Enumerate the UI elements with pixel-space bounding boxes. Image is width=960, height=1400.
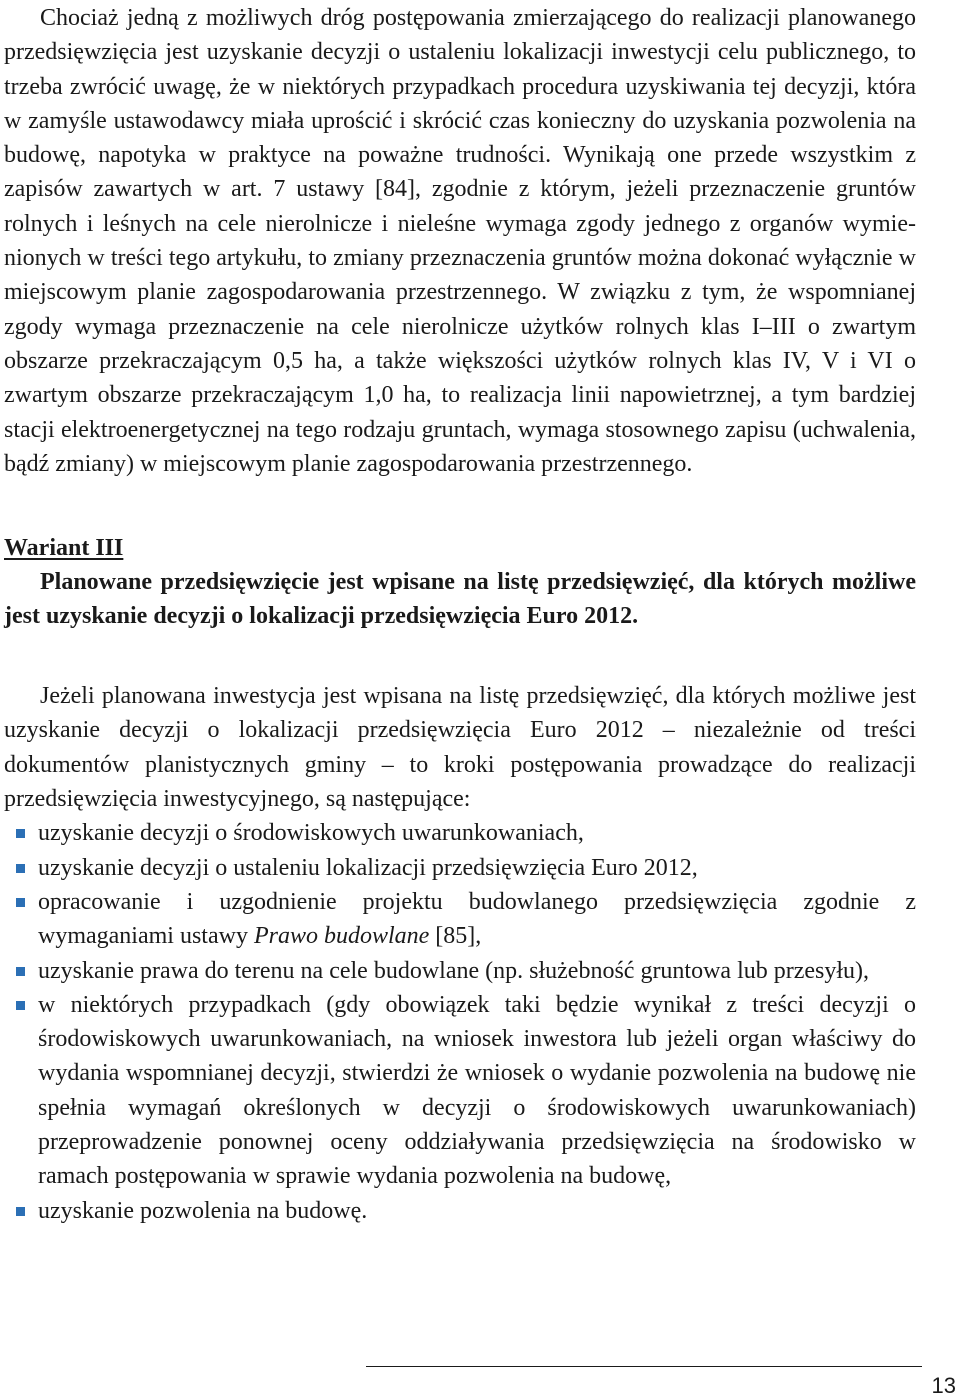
steps-intro-paragraph: Jeżeli planowana inwestycja jest wpisana na listę przedsięwzięć, dla których możliwe jest uzyskanie decyzji o lokalizacji przedsięwzięcia Euro 2012 – niezależnie od treści dokumentów planistycznych gminy – to kroki postępowania prowadzące do realizacji przedsięwzięcia inwestycyjnego, są następujące: [4,683,916,813]
list-item-text: uzyskanie prawa do terenu na cele budowlane (np. służebność gruntowa lub przesyłu), [38,957,870,984]
list-item-text: uzyskanie decyzji o środowiskowych uwarunkowaniach, [38,820,584,847]
square-bullet-icon [16,864,25,873]
document-page [4,0,916,1228]
square-bullet-icon [16,829,25,838]
section-title: Wariant III [4,535,124,562]
footer-rule [366,1366,922,1367]
square-bullet-icon [16,1001,25,1010]
page-number: 13 [931,1373,956,1398]
list-item-text: uzyskanie decyzji o ustaleniu lokalizacji przedsięwzięcia Euro 2012, [38,854,698,881]
section-subtitle: Planowane przedsięwzięcie jest wpisane na listę przedsięwzięć, dla których możliwe jest uzyskanie decyzji o lokalizacji przedsięwzięcia Euro 2012. [4,569,916,630]
square-bullet-icon [16,967,25,976]
list-item [4,816,916,850]
list-item [4,954,916,988]
list-item [4,885,916,954]
list-item-text: w niektórych przypadkach (gdy obowiązek taki będzie wynikał z treści decyzji o środowiskowych uwarunkowaniach, na wniosek inwestora lub jeżeli organ właściwy do wydania wspomnianej decyzji, stwierdzi że wniosek o wydanie pozwolenia na budowę nie spełnia wymagań określonych w decyzji o środowiskowych uwarunkowaniach) przeprowadzenie ponownej oceny oddziaływania przedsięwzięcia na środowisko w ramach postępowania w sprawie wydania pozwolenia na budowę, [38,991,916,1190]
square-bullet-icon [16,1207,25,1216]
list-item-text: uzyskanie pozwolenia na budowę. [38,1197,368,1224]
intro-paragraph: Chociaż jedną z możliwych dróg postępowania zmierzającego do realizacji planowanego przedsięwzięcia jest uzyskanie decyzji o ustaleniu lokalizacji inwestycji celu publicznego, to trzeba zwrócić uwagę, że w niektórych przypadkach procedura uzyskiwania tej decyzji, która w zamyśle ustawodawcy miała uprościć i skrócić czas konieczny do uzyskania pozwolenia na budowę, napotyka w praktyce na poważne trudności. Wynikają one przede wszystkim z zapisów zawartych w art. 7 ustawy [84], zgodnie z którym, jeżeli przeznaczenie gruntów rolnych i leśnych na cele nierolnicze i nieleśne wymaga zgody jednego z organów wymienionych w treści tego artykułu, to zmiany przeznaczenia gruntów można dokonać wyłącznie w miejscowym planie zagospodarowania przestrzennego. W związku z tym, że wspomnianej zgody wymaga przeznaczenie na cele nierolnicze użytków rolnych klas I–III o zwartym obszarze przekraczającym 0,5 ha, a także większości użytków rolnych klas IV, V i VI o zwartym obszarze przekraczającym 1,0 ha, to realizacja linii napowietrznej, a tym bardziej stacji elektroenergetycznej na tego rodzaju gruntach, wymaga stosownego zapisu (uchwalenia, bądź zmiany) w miejscowym planie zagospodarowania przestrzennego. [4,5,916,477]
list-item [4,1194,916,1228]
list-item-text-part: opracowanie i uzgodnienie projektu budowlanego przedsięwzięcia zgodnie z wymaganiami ustawy [38,888,916,950]
list-item [4,851,916,885]
list-item [4,988,916,1194]
law-title: Prawo budowlane [253,923,430,950]
list-item-text [38,889,916,949]
square-bullet-icon [16,898,25,907]
steps-list [4,816,916,1228]
list-item-text-part: [85], [429,923,482,950]
